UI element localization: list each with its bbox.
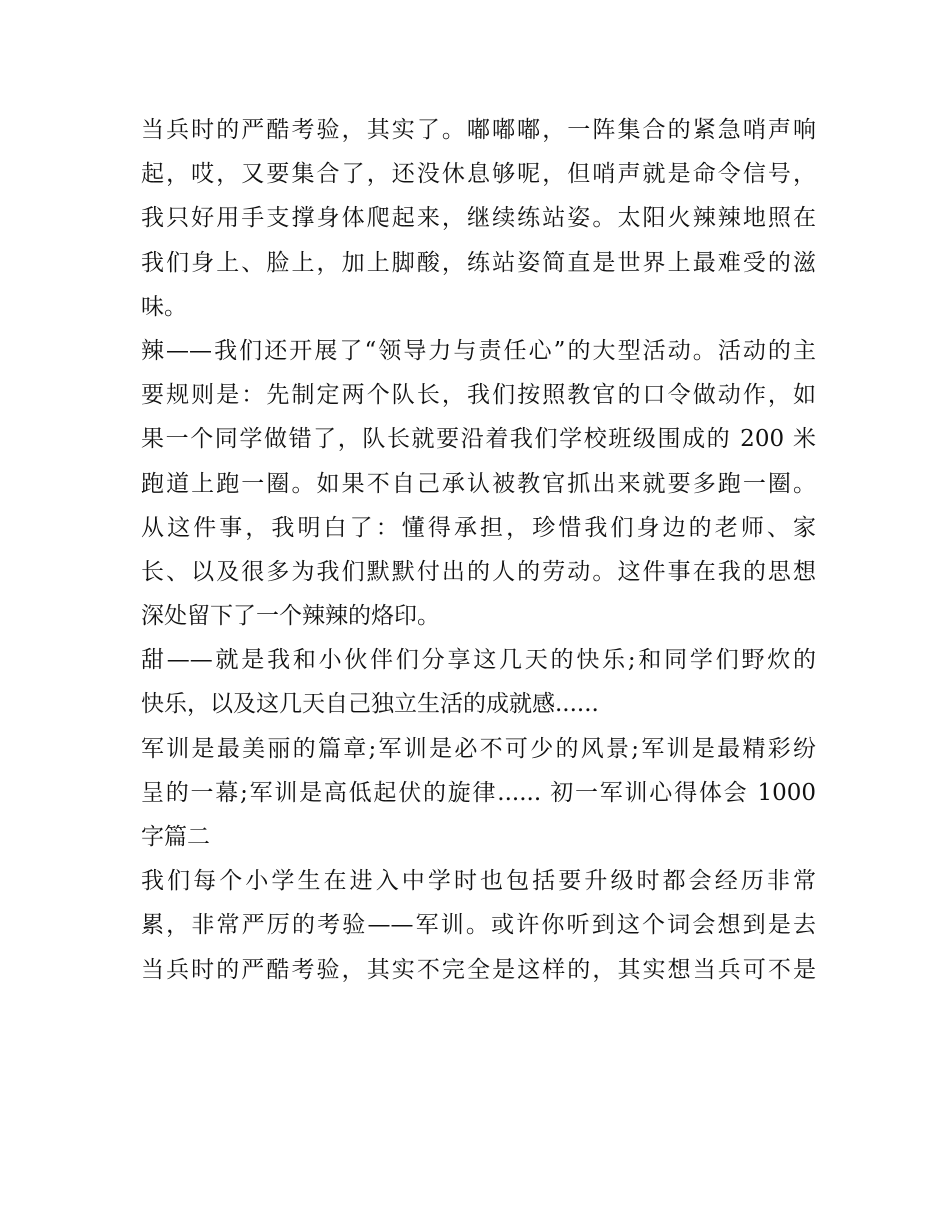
body-text — [141, 108, 816, 992]
text-line-12: 深处留下了一个辣辣的烙印。 — [141, 603, 440, 630]
text-line-7: 要规则是：先制定两个队长，我们按照教官的口令做动作，如 — [141, 382, 816, 409]
text-line-1: 当兵时的严酷考验，其实了。嘟嘟嘟，一阵集合的紧急哨声响 — [141, 117, 816, 143]
text-line-5: 味。 — [141, 293, 187, 320]
text-line-3: 我只好用手支撑身体爬起来，继续练站姿。太阳火辣辣地照在 — [141, 205, 816, 232]
text-line-13: 甜——就是我和小伙伴们分享这几天的快乐;和同学们野炊的 — [141, 647, 816, 674]
text-line-2: 起，哎，又要集合了，还没休息够呢，但哨声就是命令信号， — [141, 161, 816, 188]
text-line-19: 累，非常严厉的考验——军训。或许你听到这个词会想到是去 — [141, 912, 816, 939]
text-line-17: 字篇二 — [141, 824, 210, 850]
text-line-4: 我们身上、脸上，加上脚酸，练站姿简直是世界上最难受的滋 — [141, 249, 816, 276]
text-line-14: 快乐，以及这几天自己独立生活的成就感...... — [141, 691, 599, 718]
text-line-15: 军训是最美丽的篇章;军训是必不可少的风景;军训是最精彩纷 — [141, 735, 816, 762]
text-line-10: 从这件事，我明白了：懂得承担，珍惜我们身边的老师、家 — [141, 514, 816, 541]
text-line-16: 呈的一幕;军训是高低起伏的旋律...... 初一军训心得体会 1000 — [141, 779, 816, 806]
text-line-9: 跑道上跑一圈。如果不自己承认被教官抓出来就要多跑一圈。 — [141, 470, 816, 497]
text-line-18: 我们每个小学生在进入中学时也包括要升级时都会经历非常 — [141, 868, 816, 895]
text-line-6: 辣——我们还开展了“领导力与责任心”的大型活动。活动的主 — [141, 337, 816, 364]
text-line-20: 当兵时的严酷考验，其实不完全是这样的，其实想当兵可不是 — [141, 956, 816, 983]
text-line-8: 果一个同学做错了，队长就要沿着我们学校班级围成的 200 米 — [141, 426, 816, 453]
text-line-11: 长、以及很多为我们默默付出的人的劳动。这件事在我的思想 — [141, 558, 816, 585]
